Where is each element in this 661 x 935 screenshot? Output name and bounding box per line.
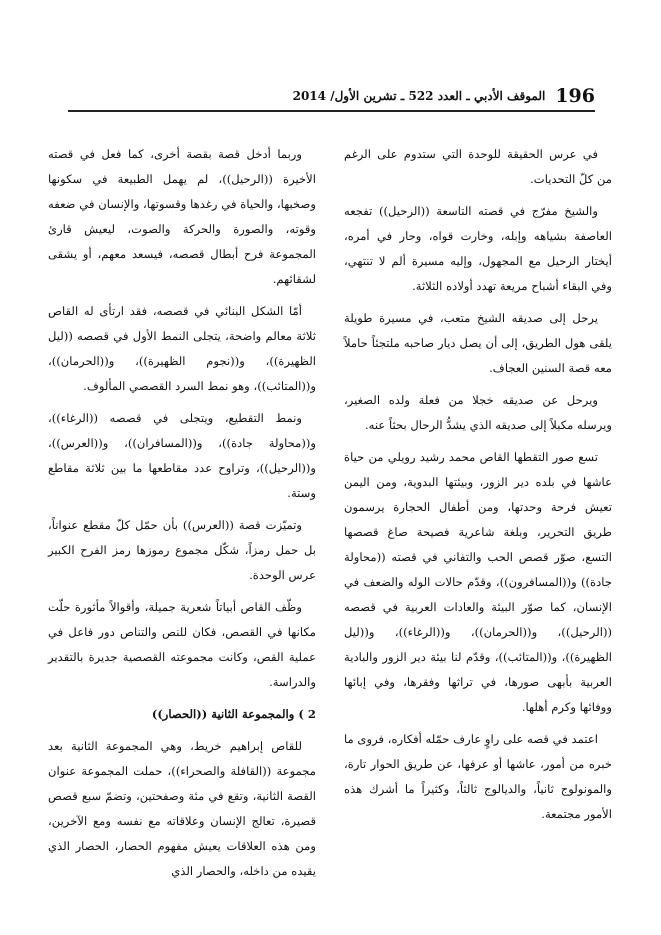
running-header: [68, 82, 595, 112]
paragraph: للقاص إبراهيم خريط، وهي المجموعة الثانية بعد مجموعة ((القافلة والصحراء))، حملت المجموعة عنوان القصة الثانية، وتقع في مئة وصفحتين، وتضمّ سبع قصص قصيرة، تعالج الإنسان وعلاقاته مع نفسه ومع الآخرين، ومن هذه العلاقات يعيش مفهوم الحصار، الحصار الذي يقيده من داخله، والحصار الذي: [48, 739, 316, 878]
paragraph: وربما أدخل قصة بقصة أخرى، كما فعل في قصته الأخيرة ((الرحيل))، لم يهمل الطبيعة في سكونها وصخبها، والحياة في رغدها وقسوتها، والإنسان في ضعفه وقوته، والصورة والحركة والصوت، ليعيش قارئ المجموعة فرح أبطال قصصه، فيسعد معهم، أو يشقى لشقائهم.: [48, 147, 316, 286]
paragraph: اعتمد في قصه على راوٍ عارف حمّله أفكاره، فروى ما خبره من أمور، عاشها أو عرفها، عن طريق الحوار تارة، والمونولوج ثانياً، والديالوج ثالثاً، وكثيراً ما أشرك هذه الأمور مجتمعة.: [344, 732, 612, 821]
paragraph: تسع صور التقطها القاص محمد رشيد رويلي من حياة عاشها في بلده دير الزور، وبيئتها البدوية، ومن اليمن تعيش فرحة وحدتها، ومن أطفال الحجارة يرسمون طريق التحرير، وبلغة شاعرية فصيحة صاغ قصصها التسع، صوّر قصص الحب والتفاني في قصته ((محاولة جادة)) و((المسافرون))، وقدّم حالات الوله والضعف في الإنسان، كما صوّر البيئة والعادات العربية في قصصه ((الرحيل))، و((الحرمان))، و((الرغاء))، و((ليل الظهيرة))، و((المتائب))، وقدّم لنا بيئة دير الزور والبادية العربية بأبهى صورها، في تراثها وفقرها، وفي إبائها ووفائها وكرم أهلها.: [344, 450, 612, 714]
paragraph: يرحل إلى صديقه الشيخ متعب، في مسيرة طويلة يلقى هول الطريق، إلى أن يصل ديار صاحبه ملتجئاً حاملاً معه قصة السنين العجاف.: [344, 311, 612, 375]
left-column: [48, 142, 316, 891]
paragraph: وتميّزت قصة ((العرس)) بأن حمّل كلّ مقطع عنواناً، بل حمل رمزاً، شكّل مجموع رموزها رمز الفرح الكبير عرس الوحدة.: [48, 518, 316, 582]
section-subheading: 2 ) والمجموعة الثانية ((الحصار)): [151, 707, 316, 721]
running-head: الموقف الأدبي ـ العدد 522 ـ تشرين الأول/ 2014: [292, 89, 546, 103]
paragraph: ونمط التقطيع، ويتجلى في قصصه ((الرغاء))، و((محاولة جادة))، و((المسافران))، و((العرس))، و((الرحيل))، وتراوح عدد مقاطعها ما بين ثلاثة مقاطع وستة.: [48, 411, 316, 500]
paragraph: وظّف القاص أبياتاً شعرية جميلة، وأقوالاً مأثورة حلّت مكانها في القصص، فكان للنص والتناص دور فاعل في عملية القص، وكانت مجموعته القصصية جديرة بالتقدير والدراسة.: [48, 600, 316, 689]
paragraph: في عرس الحقيقة للوحدة التي ستدوم على الرغم من كلّ التحديات.: [344, 147, 612, 186]
right-column: [344, 142, 612, 891]
paragraph: أمّا الشكل البنائي في قصصه، فقد ارتأى له القاص ثلاثة معالم واضحة، يتجلى النمط الأول في قصصه ((ليل الظهيرة))، و((نجوم الظهيرة))، و((الحرمان))، و((المتائب))، وهو نمط السرد القصصي المألوف.: [48, 304, 316, 393]
paragraph: والشيخ مفرّج في قصته التاسعة ((الرحيل)) تفجعه العاصفة بشياهه وإبله، وخارت قواه، وحار في أمره، أيختار الرحيل مع المجهول، وإليه مسيرة ألم لا تنتهي، وفي البقاء أشباح مريعة تهدد أولاده الثلاثة.: [344, 204, 612, 293]
article-body: [48, 142, 612, 891]
page-number: 196: [555, 85, 595, 107]
paragraph: ويرحل عن صديقه خجلا من فعلة ولده الصغير، ويرسله مكبلاً إلى صديقه الذي يشدُّ الرحال بحثاً عنه.: [344, 393, 612, 432]
